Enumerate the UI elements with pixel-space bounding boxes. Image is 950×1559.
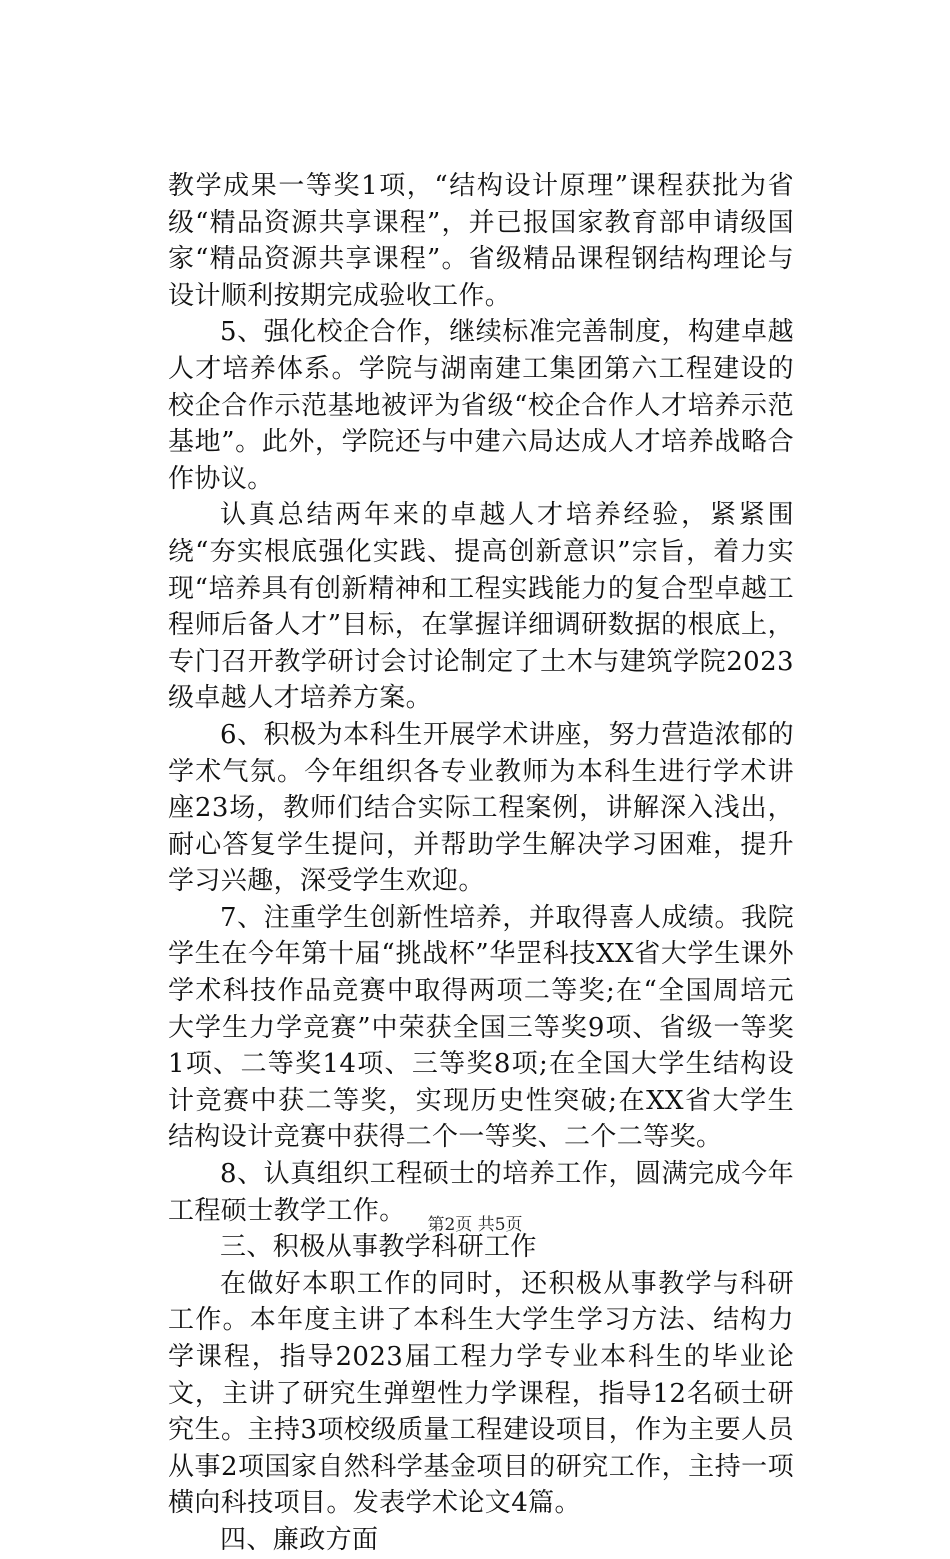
section-3-heading: 三、积极从事教学科研工作	[220, 1232, 537, 1263]
paragraph-continued: 教学成果一等奖1项，“结构设计原理”课程获批为省级“精品资源共享课程”，并已报国家教育部申请级国家“精品资源共享课程”。省级精品课程钢结构理论与设计顺利按期完成验收工作。	[168, 171, 794, 311]
page-number-footer: 第2页 共5页	[427, 1215, 523, 1235]
paragraph-summary: 认真总结两年来的卓越人才培养经验，紧紧围绕“夯实根底强化实践、提高创新意识”宗旨，着力实现“培养具有创新精神和工程实践能力的复合型卓越工程师后备人才”目标，在掌握详细调研数据的根底上，专门召开教学研讨会讨论制定了土木与建筑学院2023级卓越人才培养方案。	[168, 500, 794, 714]
paragraph-item-8: 8、认真组织工程硕士的培养工作，圆满完成今年工程硕士教学工作。	[168, 1159, 794, 1226]
paragraph-item-7: 7、注重学生创新性培养，并取得喜人成绩。我院学生在今年第十届“挑战杯”华罡科技XX省大学生课外学术科技作品竞赛中取得两项二等奖;在“全国周培元大学生力学竞赛”中荣获全国三等奖9项、省级一等奖1项、二等奖14项、三等奖8项;在全国大学生结构设计竞赛中获二等奖，实现历史性突破;在XX省大学生结构设计竞赛中获得二个一等奖、二个二等奖。	[168, 902, 794, 1153]
section-4-heading: 四、廉政方面	[220, 1524, 379, 1555]
section-3-paragraph: 在做好本职工作的同时，还积极从事教学与科研工作。本年度主讲了本科生大学生学习方法、结构力学课程，指导2023届工程力学专业本科生的毕业论文，主讲了研究生弹塑性力学课程，指导12名硕士研究生。主持3项校级质量工程建设项目，作为主要人员从事2项国家自然科学基金项目的研究工作，主持一项横向科技项目。发表学术论文4篇。	[168, 1268, 794, 1519]
paragraph-item-6: 6、积极为本科生开展学术讲座，努力营造浓郁的学术气氛。今年组织各专业教师为本科生进行学术讲座23场，教师们结合实际工程案例，讲解深入浅出，耐心答复学生提问，并帮助学生解决学习困难，提升学习兴趣，深受学生欢迎。	[168, 719, 794, 897]
document-body	[168, 168, 794, 1559]
paragraph-item-5: 5、强化校企合作，继续标准完善制度，构建卓越人才培养体系。学院与湖南建工集团第六工程建设的校企合作示范基地被评为省级“校企合作人才培养示范基地”。此外，学院还与中建六局达成人才培养战略合作协议。	[168, 317, 794, 494]
